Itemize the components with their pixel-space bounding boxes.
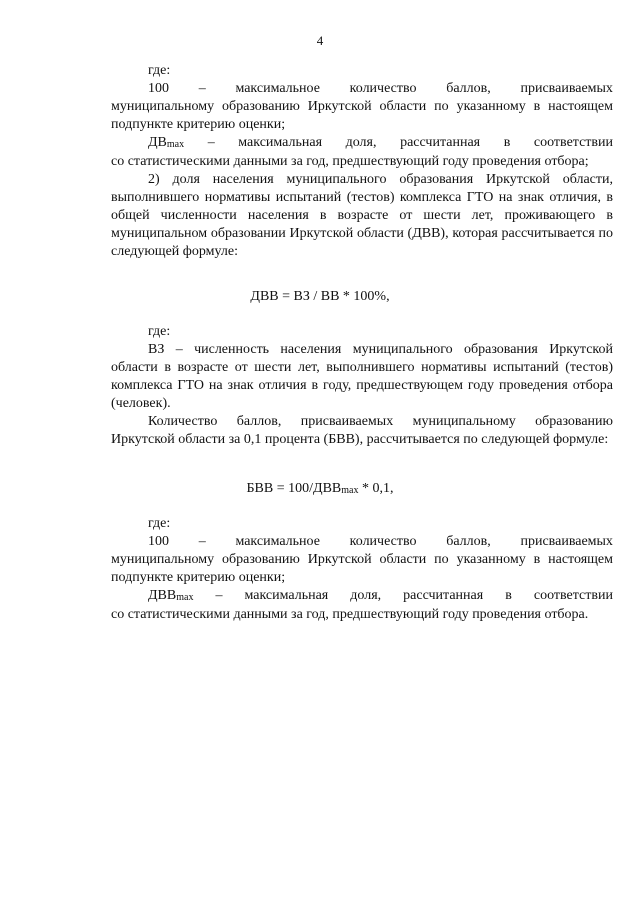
word: максимальная (238, 135, 323, 150)
formula-bvv (0, 481, 640, 497)
points-paragraph: Количество баллов, присваиваемых муниципальному образованию Иркутской области за 0,1 процента (БВВ), рассчитывается по следующей формуле: (111, 414, 613, 447)
item-dvv-first-line (111, 587, 613, 606)
word: 100 (148, 81, 169, 96)
word: присваиваемых (520, 81, 613, 96)
formula-sub: max (341, 485, 359, 496)
word: баллов, (446, 81, 491, 96)
item-dvv-continuation: со статистическими данными за год, предшествующий году проведения отбора. (111, 607, 589, 622)
dv-symbol: $ДВ_{max}$ (148, 135, 185, 150)
word: – (198, 534, 206, 549)
word: доля, (345, 135, 377, 150)
section-3 (111, 515, 613, 624)
dvv-symbol: $ДВВ_{max}$ (148, 588, 194, 603)
where-label: где: (148, 324, 171, 339)
word: максимальная (244, 588, 329, 603)
word: максимальное (235, 534, 320, 549)
word: рассчитанная (403, 588, 484, 603)
formula-suffix: * 0,1, (358, 481, 394, 496)
vz-definition: ВЗ – численность населения муниципального образования Иркутской области в возрасте от шести лет, выполнившего нормативы испытаний (тестов) комплекса ГТО на знак отличия в году, предшествующем году проведения отбора (человек). (111, 342, 613, 411)
word: баллов, (446, 534, 491, 549)
item-dv-continuation: со статистическими данными за год, предшествующий году проведения отбора; (111, 154, 589, 169)
formula-dvv: ДВВ = ВЗ / ВВ * 100%, (250, 289, 390, 304)
page-number: 4 (316, 33, 324, 48)
word: присваиваемых (520, 534, 613, 549)
item-100-first-line (111, 80, 613, 98)
section-1 (111, 62, 613, 261)
item-100-first-line (111, 533, 613, 551)
word: – (215, 588, 223, 603)
word: количество (349, 81, 417, 96)
word: в (505, 588, 512, 603)
item-100-continuation: муниципальному образованию Иркутской области по указанному в настоящем подпункте критерию оценки; (111, 552, 613, 585)
word: соответствии (533, 135, 613, 150)
section-2 (111, 323, 613, 449)
word: рассчитанная (400, 135, 481, 150)
item-100-continuation: муниципальному образованию Иркутской области по указанному в настоящем подпункте критерию оценки; (111, 99, 613, 132)
word: 100 (148, 534, 169, 549)
where-label: где: (148, 63, 171, 78)
word: – (207, 135, 215, 150)
word: соответствии (533, 588, 613, 603)
paragraph-2: 2) доля населения муниципального образования Иркутской области, выполнившего нормативы испытаний (тестов) комплекса ГТО на знак отличия, в общей численности населения в возрасте от шести лет, проживающего в муниципальном образовании Иркутской области (ДВВ), которая рассчитывается по следующей формуле: (111, 172, 613, 259)
word: максимальное (235, 81, 320, 96)
word: доля, (350, 588, 382, 603)
item-dv-first-line (111, 134, 613, 153)
where-label: где: (148, 516, 171, 531)
formula-prefix: БВВ = 100/ДВВ (246, 481, 342, 496)
word: – (198, 81, 206, 96)
word: в (503, 135, 511, 150)
word: количество (349, 534, 417, 549)
